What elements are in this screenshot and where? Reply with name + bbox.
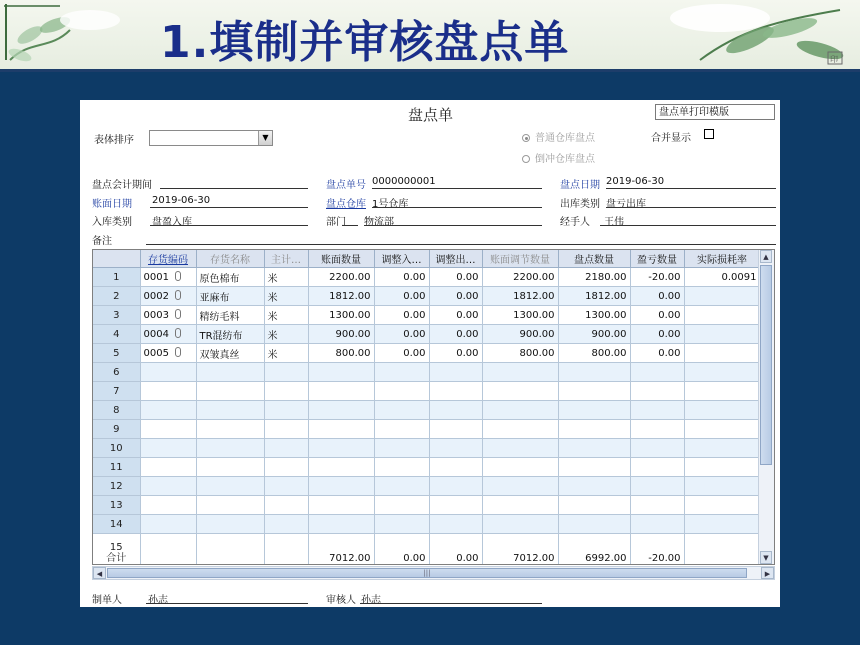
- cell-loss-rate[interactable]: [684, 306, 760, 325]
- cell-loss-rate[interactable]: 0.0091: [684, 268, 760, 287]
- maker-value[interactable]: 孙志: [148, 595, 168, 606]
- maker-label: 制单人: [92, 595, 122, 606]
- cell-adj-in[interactable]: [374, 382, 429, 401]
- cell-name[interactable]: [196, 477, 264, 496]
- cell-adj-out[interactable]: [429, 458, 482, 477]
- table-row[interactable]: [93, 325, 760, 344]
- row-number[interactable]: 10: [93, 439, 140, 458]
- slide-title: 1.填制并审核盘点单: [160, 17, 570, 68]
- cell-diff-qty[interactable]: -20.00: [630, 268, 684, 287]
- cell-code[interactable]: [140, 515, 196, 534]
- table-row[interactable]: [93, 515, 760, 534]
- cell-loss-rate[interactable]: [684, 401, 760, 420]
- cell-book-qty[interactable]: [308, 420, 374, 439]
- table-row[interactable]: [93, 363, 760, 382]
- cell-book-qty[interactable]: 800.00: [308, 344, 374, 363]
- total-cell-book-qty: 7012.00: [308, 534, 374, 565]
- cell-adj-in[interactable]: 0.00: [374, 287, 429, 306]
- paperclip-icon[interactable]: [175, 271, 181, 281]
- row-number[interactable]: 6: [93, 363, 140, 382]
- cell-code[interactable]: [140, 496, 196, 515]
- total-cell-name: [196, 534, 264, 565]
- cell-unit[interactable]: [264, 496, 308, 515]
- cell-adj-out[interactable]: [429, 420, 482, 439]
- cell-diff-qty[interactable]: 0.00: [630, 287, 684, 306]
- cell-adjusted-qty[interactable]: [482, 515, 558, 534]
- cell-code[interactable]: [140, 287, 196, 306]
- cell-book-qty[interactable]: [308, 439, 374, 458]
- cell-unit[interactable]: [264, 382, 308, 401]
- cell-diff-qty[interactable]: 0.00: [630, 306, 684, 325]
- row-number[interactable]: 12: [93, 477, 140, 496]
- cell-unit[interactable]: 米: [264, 344, 308, 363]
- cell-code-text: 0001: [143, 272, 169, 283]
- cell-adj-out[interactable]: 0.00: [429, 268, 482, 287]
- cell-name[interactable]: [196, 401, 264, 420]
- cell-book-qty[interactable]: [308, 496, 374, 515]
- cell-unit[interactable]: [264, 515, 308, 534]
- cell-unit[interactable]: [264, 477, 308, 496]
- cell-count-qty[interactable]: 800.00: [558, 344, 630, 363]
- cell-adjusted-qty[interactable]: [482, 496, 558, 515]
- cell-adj-in[interactable]: [374, 401, 429, 420]
- cell-loss-rate[interactable]: [684, 515, 760, 534]
- cell-diff-qty[interactable]: [630, 420, 684, 439]
- cell-name[interactable]: [196, 382, 264, 401]
- cell-count-qty[interactable]: [558, 420, 630, 439]
- cell-name[interactable]: [196, 515, 264, 534]
- cell-loss-rate[interactable]: [684, 496, 760, 515]
- cell-count-qty[interactable]: [558, 458, 630, 477]
- cell-loss-rate[interactable]: [684, 439, 760, 458]
- cell-code[interactable]: [140, 325, 196, 344]
- cell-adj-out[interactable]: 0.00: [429, 306, 482, 325]
- cell-adjusted-qty[interactable]: [482, 477, 558, 496]
- radio-reverse-label: 倒冲仓库盘点: [535, 154, 595, 165]
- slide-header: [0, 0, 860, 72]
- cell-unit[interactable]: 米: [264, 287, 308, 306]
- arrow-left-icon[interactable]: ◀: [93, 567, 106, 579]
- doc-no-label: 盘点单号: [326, 180, 366, 191]
- cell-adj-in[interactable]: [374, 420, 429, 439]
- cell-name[interactable]: [196, 420, 264, 439]
- cell-name[interactable]: 精纺毛料: [196, 306, 264, 325]
- cell-adj-out[interactable]: [429, 439, 482, 458]
- cell-adjusted-qty[interactable]: 2200.00: [482, 268, 558, 287]
- cell-count-qty[interactable]: 900.00: [558, 325, 630, 344]
- table-row[interactable]: [93, 306, 760, 325]
- cell-code-text: 0004: [143, 329, 169, 340]
- cell-adj-in[interactable]: [374, 477, 429, 496]
- cell-code[interactable]: [140, 420, 196, 439]
- dept-value[interactable]: 物流部: [364, 217, 394, 228]
- paperclip-icon[interactable]: [175, 347, 181, 357]
- cell-name[interactable]: [196, 439, 264, 458]
- cell-unit[interactable]: [264, 420, 308, 439]
- row-number[interactable]: 4: [93, 325, 140, 344]
- print-template-select[interactable]: 盘点单打印模版: [655, 104, 775, 120]
- cell-count-qty[interactable]: [558, 439, 630, 458]
- plant-decoration-left: [0, 0, 160, 72]
- cell-adj-in[interactable]: 0.00: [374, 268, 429, 287]
- cell-name[interactable]: [196, 458, 264, 477]
- row-number[interactable]: 1: [93, 268, 140, 287]
- cell-name[interactable]: [196, 363, 264, 382]
- cell-code[interactable]: [140, 401, 196, 420]
- table-row[interactable]: [93, 344, 760, 363]
- col-header-code[interactable]: 存货编码: [140, 250, 196, 268]
- chevron-down-icon[interactable]: ▼: [258, 131, 272, 145]
- col-header-book-qty[interactable]: 账面数量: [308, 250, 374, 268]
- cell-name[interactable]: 原色棉布: [196, 268, 264, 287]
- cell-book-qty[interactable]: 900.00: [308, 325, 374, 344]
- paperclip-icon[interactable]: [175, 309, 181, 319]
- in-type-value[interactable]: 盘盈入库: [152, 217, 192, 228]
- cell-adj-out[interactable]: [429, 515, 482, 534]
- cell-count-qty[interactable]: [558, 515, 630, 534]
- table-row[interactable]: [93, 268, 760, 287]
- cell-unit[interactable]: [264, 458, 308, 477]
- doc-no-value[interactable]: 0000000001: [372, 176, 436, 187]
- cell-adjusted-qty[interactable]: [482, 458, 558, 477]
- cell-count-qty[interactable]: [558, 401, 630, 420]
- form-title: 盘点单: [408, 106, 454, 124]
- col-header-count-qty[interactable]: 盘点数量: [558, 250, 630, 268]
- row-number[interactable]: 3: [93, 306, 140, 325]
- cell-code[interactable]: [140, 382, 196, 401]
- cell-loss-rate[interactable]: [684, 477, 760, 496]
- horizontal-scrollbar[interactable]: [92, 566, 775, 580]
- vertical-scroll-thumb[interactable]: [760, 265, 772, 465]
- cell-count-qty[interactable]: 1300.00: [558, 306, 630, 325]
- arrow-down-icon[interactable]: ▼: [760, 551, 772, 564]
- cell-unit[interactable]: [264, 363, 308, 382]
- table-row[interactable]: [93, 401, 760, 420]
- arrow-up-icon[interactable]: ▲: [760, 250, 772, 263]
- cell-code[interactable]: [140, 439, 196, 458]
- cell-name[interactable]: TR混纺布: [196, 325, 264, 344]
- handler-label: 经手人: [560, 217, 590, 228]
- cell-adjusted-qty[interactable]: 1300.00: [482, 306, 558, 325]
- cell-diff-qty[interactable]: [630, 363, 684, 382]
- cell-code[interactable]: [140, 363, 196, 382]
- vertical-scrollbar[interactable]: [758, 250, 774, 564]
- warehouse-label: 盘点仓库: [326, 199, 366, 210]
- row-number[interactable]: 9: [93, 420, 140, 439]
- cell-adjusted-qty[interactable]: [482, 439, 558, 458]
- table-row[interactable]: [93, 477, 760, 496]
- radio-unselected-icon: [522, 155, 530, 163]
- cell-code-text: 0002: [143, 291, 169, 302]
- horizontal-scroll-thumb[interactable]: |||: [107, 568, 747, 578]
- cell-diff-qty[interactable]: 0.00: [630, 325, 684, 344]
- cell-unit[interactable]: 米: [264, 306, 308, 325]
- in-type-label: 入库类别: [92, 217, 132, 228]
- cell-diff-qty[interactable]: 0.00: [630, 344, 684, 363]
- merge-display-checkbox[interactable]: [704, 129, 714, 139]
- total-cell-count-qty: 6992.00: [558, 534, 630, 565]
- cell-name[interactable]: [196, 496, 264, 515]
- row-number[interactable]: 14: [93, 515, 140, 534]
- cell-loss-rate[interactable]: [684, 363, 760, 382]
- cell-count-qty[interactable]: [558, 382, 630, 401]
- cell-code[interactable]: [140, 344, 196, 363]
- handler-value[interactable]: 王伟: [604, 217, 624, 228]
- row-number[interactable]: 2: [93, 287, 140, 306]
- cell-diff-qty[interactable]: [630, 477, 684, 496]
- auditor-value[interactable]: 孙志: [361, 595, 381, 606]
- total-cell-diff-qty: -20.00: [630, 534, 684, 565]
- total-label: 合计: [106, 553, 127, 564]
- grid-header-row: [93, 250, 760, 268]
- cell-adj-in[interactable]: [374, 458, 429, 477]
- table-row[interactable]: [93, 382, 760, 401]
- row-number[interactable]: 5: [93, 344, 140, 363]
- cell-adjusted-qty[interactable]: 800.00: [482, 344, 558, 363]
- cell-adj-out[interactable]: 0.00: [429, 344, 482, 363]
- cell-diff-qty[interactable]: [630, 401, 684, 420]
- auditor-label: 审核人: [326, 595, 356, 606]
- row-number[interactable]: 15: [109, 542, 123, 553]
- cell-adjusted-qty[interactable]: [482, 401, 558, 420]
- detail-grid: [92, 249, 775, 565]
- col-header-unit[interactable]: 主计…: [264, 250, 308, 268]
- row-number[interactable]: 7: [93, 382, 140, 401]
- cell-unit[interactable]: 米: [264, 325, 308, 344]
- col-header-loss-rate[interactable]: 实际损耗率: [684, 250, 760, 268]
- col-header-adj-in[interactable]: 调整入…: [374, 250, 429, 268]
- cell-name[interactable]: 亚麻布: [196, 287, 264, 306]
- total-cell-unit: [264, 534, 308, 565]
- merge-display-label: 合并显示: [651, 133, 691, 144]
- cell-diff-qty[interactable]: [630, 439, 684, 458]
- cell-diff-qty[interactable]: [630, 515, 684, 534]
- cell-adj-out[interactable]: [429, 363, 482, 382]
- cell-unit[interactable]: [264, 401, 308, 420]
- arrow-right-icon[interactable]: ▶: [761, 567, 774, 579]
- plant-decoration-right: [660, 0, 860, 72]
- out-type-label: 出库类别: [560, 199, 600, 210]
- cell-book-qty[interactable]: [308, 458, 374, 477]
- sort-select[interactable]: [149, 130, 273, 146]
- cell-loss-rate[interactable]: [684, 287, 760, 306]
- cell-book-qty[interactable]: 1300.00: [308, 306, 374, 325]
- book-date-value[interactable]: 2019-06-30: [152, 195, 211, 206]
- cell-adj-out[interactable]: [429, 477, 482, 496]
- cell-adj-out[interactable]: 0.00: [429, 287, 482, 306]
- row-number[interactable]: 13: [93, 496, 140, 515]
- cell-loss-rate[interactable]: [684, 382, 760, 401]
- table-row[interactable]: [93, 287, 760, 306]
- table-row[interactable]: [93, 496, 760, 515]
- cell-loss-rate[interactable]: [684, 420, 760, 439]
- cell-adj-in[interactable]: [374, 515, 429, 534]
- cell-adjusted-qty[interactable]: [482, 363, 558, 382]
- row-number[interactable]: 8: [93, 401, 140, 420]
- cell-adjusted-qty[interactable]: [482, 420, 558, 439]
- cell-diff-qty[interactable]: [630, 382, 684, 401]
- cell-code[interactable]: [140, 306, 196, 325]
- radio-selected-icon: [522, 134, 530, 142]
- cell-unit[interactable]: [264, 439, 308, 458]
- cell-count-qty[interactable]: 2180.00: [558, 268, 630, 287]
- cell-count-qty[interactable]: [558, 496, 630, 515]
- cell-adj-out[interactable]: [429, 382, 482, 401]
- total-cell-code: [140, 534, 196, 565]
- total-row: [93, 534, 760, 565]
- cell-count-qty[interactable]: [558, 363, 630, 382]
- paperclip-icon[interactable]: [175, 290, 181, 300]
- col-header-rownum: [93, 250, 140, 268]
- cell-code[interactable]: [140, 458, 196, 477]
- cell-loss-rate[interactable]: [684, 458, 760, 477]
- cell-adj-in[interactable]: [374, 363, 429, 382]
- header-rule: [0, 69, 860, 72]
- cell-diff-qty[interactable]: [630, 496, 684, 515]
- cell-loss-rate[interactable]: [684, 344, 760, 363]
- cell-adj-in[interactable]: [374, 439, 429, 458]
- cell-book-qty[interactable]: [308, 401, 374, 420]
- cell-code-text: 0005: [143, 348, 169, 359]
- cell-count-qty[interactable]: 1812.00: [558, 287, 630, 306]
- radio-normal-warehouse[interactable]: [522, 129, 595, 144]
- count-date-label: 盘点日期: [560, 180, 600, 191]
- cell-book-qty[interactable]: [308, 363, 374, 382]
- col-header-adjusted-qty[interactable]: 账面调节数量: [482, 250, 558, 268]
- cell-adj-out[interactable]: [429, 496, 482, 515]
- cell-diff-qty[interactable]: [630, 458, 684, 477]
- total-row-header: [93, 534, 140, 565]
- cell-code[interactable]: [140, 477, 196, 496]
- cell-adj-out[interactable]: [429, 401, 482, 420]
- cell-book-qty[interactable]: [308, 477, 374, 496]
- radio-reverse-warehouse[interactable]: [522, 150, 595, 165]
- cell-code[interactable]: [140, 268, 196, 287]
- cell-unit[interactable]: 米: [264, 268, 308, 287]
- count-date-value[interactable]: 2019-06-30: [606, 176, 665, 187]
- out-type-value[interactable]: 盘亏出库: [606, 199, 646, 210]
- total-cell-loss-rate: [684, 534, 760, 565]
- cell-adj-in[interactable]: 0.00: [374, 344, 429, 363]
- cell-adj-in[interactable]: 0.00: [374, 325, 429, 344]
- radio-normal-label: 普通仓库盘点: [535, 133, 595, 144]
- warehouse-value[interactable]: 1号仓库: [372, 199, 409, 210]
- dept-label: 部门: [326, 217, 346, 228]
- table-row[interactable]: [93, 458, 760, 477]
- cell-adj-in[interactable]: 0.00: [374, 306, 429, 325]
- cell-adjusted-qty[interactable]: 900.00: [482, 325, 558, 344]
- cell-count-qty[interactable]: [558, 477, 630, 496]
- paperclip-icon[interactable]: [175, 328, 181, 338]
- sort-label: 表体排序: [94, 135, 134, 146]
- row-number[interactable]: 11: [93, 458, 140, 477]
- table-row[interactable]: [93, 439, 760, 458]
- period-label: 盘点会计期间: [92, 180, 152, 191]
- remark-label: 备注: [92, 236, 112, 247]
- cell-book-qty[interactable]: 1812.00: [308, 287, 374, 306]
- total-cell-adj-out: 0.00: [429, 534, 482, 565]
- cell-adjusted-qty[interactable]: [482, 382, 558, 401]
- cell-name[interactable]: 双皱真丝: [196, 344, 264, 363]
- total-cell-adj-in: 0.00: [374, 534, 429, 565]
- cell-adj-out[interactable]: 0.00: [429, 325, 482, 344]
- cell-code-text: 0003: [143, 310, 169, 321]
- cell-book-qty[interactable]: [308, 382, 374, 401]
- col-header-name[interactable]: 存货名称: [196, 250, 264, 268]
- col-header-diff-qty[interactable]: 盈亏数量: [630, 250, 684, 268]
- cell-adj-in[interactable]: [374, 496, 429, 515]
- svg-text:印: 印: [830, 55, 838, 64]
- book-date-label: 账面日期: [92, 199, 132, 210]
- detail-table: [93, 250, 761, 565]
- total-cell-adjusted-qty: 7012.00: [482, 534, 558, 565]
- cell-book-qty[interactable]: [308, 515, 374, 534]
- cell-book-qty[interactable]: 2200.00: [308, 268, 374, 287]
- col-header-adj-out[interactable]: 调整出…: [429, 250, 482, 268]
- table-row[interactable]: [93, 420, 760, 439]
- cell-loss-rate[interactable]: [684, 325, 760, 344]
- inventory-count-form: [80, 100, 780, 607]
- cell-adjusted-qty[interactable]: 1812.00: [482, 287, 558, 306]
